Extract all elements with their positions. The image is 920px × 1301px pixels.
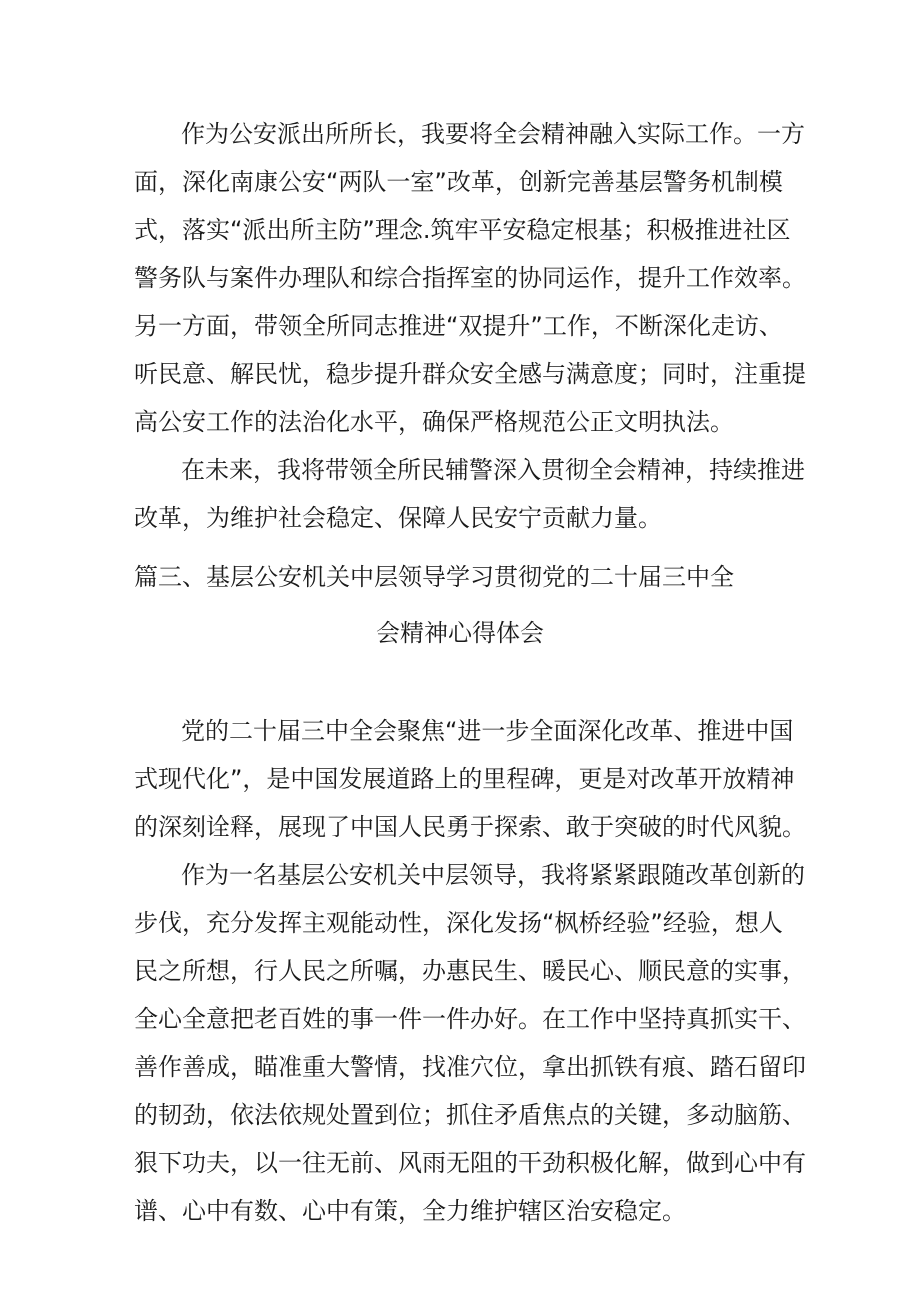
paragraph-line: 党的二十届三中全会聚焦“进一步全面深化改革、推进中国 [181,717,794,745]
paragraph-line: 警务队与案件办理队和综合指挥室的协同运作，提升工作效率。 [134,264,806,292]
section-heading-line-1: 篇三、基层公安机关中层领导学习贯彻党的二十届三中全 [134,563,734,591]
paragraph-line: 作为一名基层公安机关中层领导，我将紧紧跟随改革创新的 [181,861,805,889]
paragraph-line: 听民意、解民忧，稳步提升群众安全感与满意度；同时，注重提 [134,360,806,388]
paragraph-line: 另一方面，带领全所同志推进“双提升”工作，不断深化走访、 [134,312,783,340]
paragraph-line: 式现代化”，是中国发展道路上的里程碑，更是对改革开放精神 [134,765,795,793]
paragraph-line: 善作善成，瞄准重大警情，找准穴位，拿出抓铁有痕、踏石留印 [134,1053,806,1081]
paragraph-line: 高公安工作的法治化水平，确保严格规范公正文明执法。 [134,408,734,436]
paragraph-line: 的韧劲，依法依规处置到位；抓住矛盾焦点的关键，多动脑筋、 [134,1101,806,1129]
paragraph-line: 改革，为维护社会稳定、保障人民安宁贡献力量。 [134,504,662,532]
paragraph-line: 步伐，充分发挥主观能动性，深化发扬“枫桥经验”经验，想人 [134,909,783,937]
paragraph-line: 在未来，我将带领全所民辅警深入贯彻全会精神，持续推进 [181,456,805,484]
paragraph-line: 民之所想，行人民之所嘱，办惠民生、暖民心、顺民意的实事， [134,957,806,985]
section-heading-line-2: 会精神心得体会 [376,619,544,647]
paragraph-line: 面，深化南康公安“两队一室”改革，创新完善基层警务机制模 [134,168,783,196]
paragraph-line: 全心全意把老百姓的事一件一件办好。在工作中坚持真抓实干、 [134,1005,806,1033]
paragraph-line: 谱、心中有数、心中有策，全力维护辖区治安稳定。 [134,1197,686,1225]
paragraph-line: 狠下功夫，以一往无前、风雨无阻的干劲积极化解，做到心中有 [134,1149,806,1177]
paragraph-line: 作为公安派出所所长，我要将全会精神融入实际工作。一方 [181,120,805,148]
paragraph-line: 的深刻诠释，展现了中国人民勇于探索、敢于突破的时代风貌。 [134,813,806,841]
paragraph-line: 式，落实“派出所主防”理念.筑牢平安稳定根基；积极推进社区 [134,216,791,244]
